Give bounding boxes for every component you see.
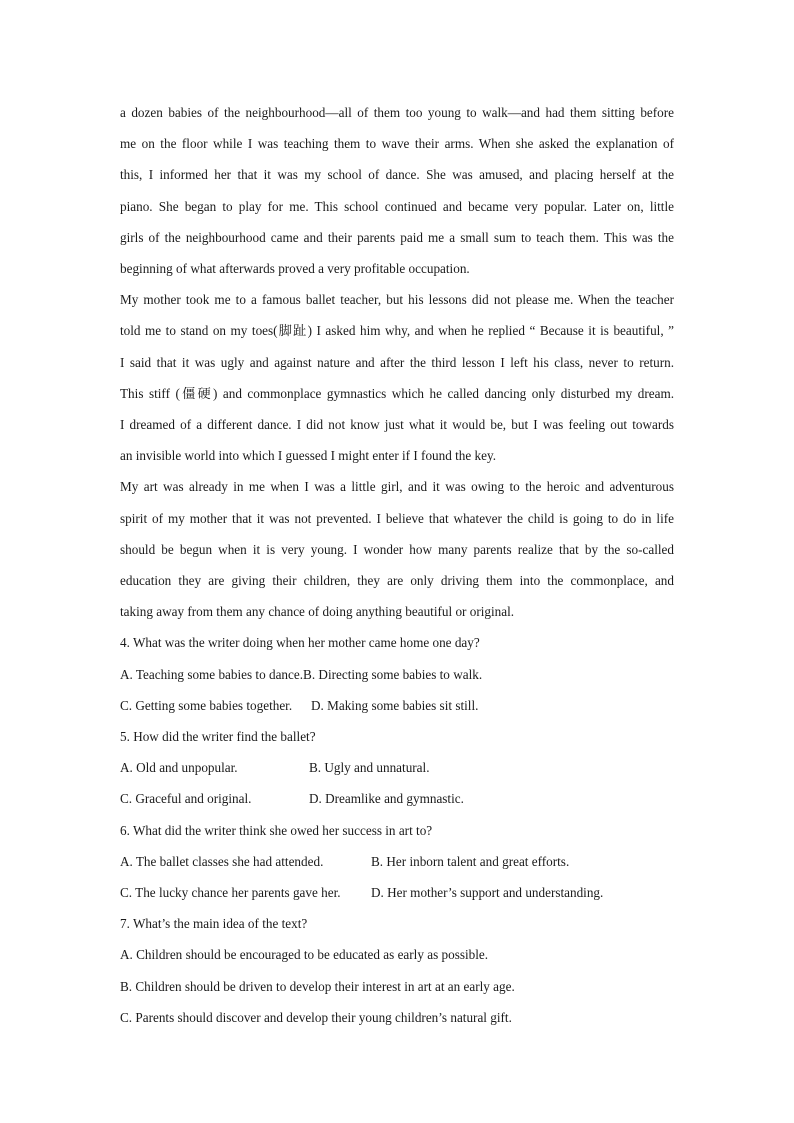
option-c: C. Getting some babies together. bbox=[120, 697, 293, 713]
option-row bbox=[120, 752, 674, 783]
text-line: My art was already in me when I was a little girl, and it was owing to the heroic and adventurous bbox=[120, 479, 674, 495]
text-line: should be begun when it is very young. I wonder how many parents realize that by the so-called bbox=[120, 541, 674, 557]
question-5 bbox=[120, 721, 674, 815]
text-line: spirit of my mother that it was not prevented. I believe that whatever the child is going to do in life bbox=[120, 510, 674, 526]
option-b: B. Children should be driven to develop their interest in art at an early age. bbox=[120, 978, 515, 994]
option-d: D. Making some babies sit still. bbox=[311, 697, 479, 713]
question-stem: 7. What’s the main idea of the text? bbox=[120, 916, 308, 932]
passage-paragraph-3 bbox=[120, 471, 674, 627]
text-line: I dreamed of a different dance. I did not know just what it would be, but I was feeling out towards bbox=[120, 417, 674, 433]
question-7 bbox=[120, 908, 674, 1033]
text-line: This stiff (僵硬) and commonplace gymnastics which he called dancing only disturbed my dream. bbox=[120, 385, 674, 401]
option-c: C. Parents should discover and develop their young children’s natural gift. bbox=[120, 1009, 512, 1025]
text-line: girls of the neighbourhood came and their parents paid me a small sum to teach them. This was the bbox=[120, 229, 674, 245]
document-page bbox=[120, 97, 674, 1033]
question-6 bbox=[120, 815, 674, 909]
text-line: I said that it was ugly and against nature and after the third lesson I left his class, never to return. bbox=[120, 354, 674, 370]
text-line: education they are giving their children, they are only driving them into the commonplace, and bbox=[120, 573, 674, 589]
text-line: an invisible world into which I guessed I might enter if I found the key. bbox=[120, 448, 497, 464]
option-row bbox=[120, 783, 674, 814]
passage-paragraph-2 bbox=[120, 284, 674, 471]
text-line: this, I informed her that it was my school of dance. She was amused, and placing herself at the bbox=[120, 167, 674, 183]
text-line: piano. She began to play for me. This school continued and became very popular. Later on, little bbox=[120, 198, 674, 214]
option-a: A. Old and unpopular. bbox=[120, 760, 238, 776]
option-b: B. Her inborn talent and great efforts. bbox=[371, 853, 570, 869]
text-line: taking away from them any chance of doing anything beautiful or original. bbox=[120, 604, 515, 620]
question-stem: 4. What was the writer doing when her mother came home one day? bbox=[120, 635, 480, 651]
text-line: beginning of what afterwards proved a very profitable occupation. bbox=[120, 261, 470, 277]
option-row bbox=[120, 690, 674, 721]
option-a-b: A. Teaching some babies to dance.B. Directing some babies to walk. bbox=[120, 666, 483, 682]
option-a: A. Children should be encouraged to be educated as early as possible. bbox=[120, 947, 489, 963]
option-a: A. The ballet classes she had attended. bbox=[120, 853, 324, 869]
text-line: My mother took me to a famous ballet teacher, but his lessons did not please me. When the teacher bbox=[120, 292, 674, 308]
option-row bbox=[120, 877, 674, 908]
question-stem: 6. What did the writer think she owed her success in art to? bbox=[120, 822, 433, 838]
question-4 bbox=[120, 627, 674, 721]
option-row bbox=[120, 846, 674, 877]
text-line: told me to stand on my toes(脚趾) I asked him why, and when he replied “ Because it is beautiful, ” bbox=[120, 323, 674, 339]
option-c: C. The lucky chance her parents gave her. bbox=[120, 885, 341, 901]
option-c: C. Graceful and original. bbox=[120, 791, 252, 807]
option-d: D. Her mother’s support and understanding. bbox=[371, 885, 604, 901]
text-line: me on the floor while I was teaching them to wave their arms. When she asked the explanation of bbox=[120, 136, 674, 152]
option-d: D. Dreamlike and gymnastic. bbox=[309, 791, 464, 807]
passage-paragraph-1 bbox=[120, 97, 674, 284]
question-stem: 5. How did the writer find the ballet? bbox=[120, 729, 316, 745]
option-b: B. Ugly and unnatural. bbox=[309, 760, 430, 776]
text-line: a dozen babies of the neighbourhood—all of them too young to walk—and had them sitting before bbox=[120, 105, 674, 120]
